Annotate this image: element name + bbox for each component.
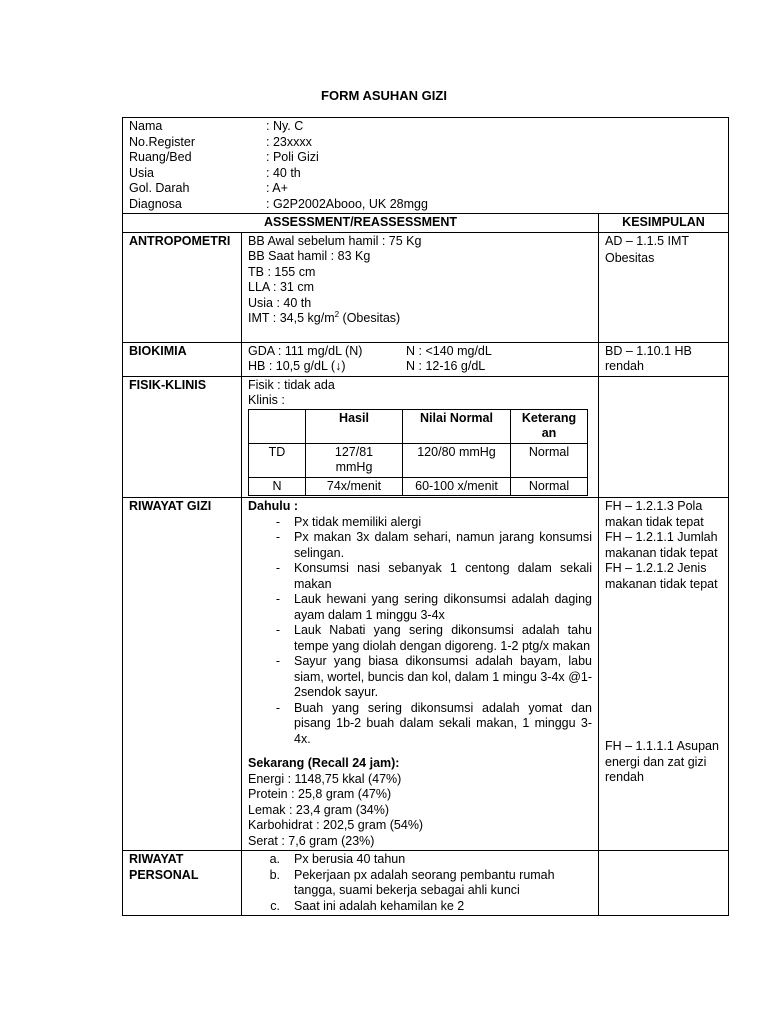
identity-row	[123, 118, 729, 214]
biokimia-label: BIOKIMIA	[123, 342, 242, 376]
dash-marker: -	[275, 561, 280, 575]
identity-value: : G2P2002Abooo, UK 28mgg	[266, 196, 428, 211]
identity-key: Ruang/Bed	[129, 150, 192, 164]
fisik-line: Fisik : tidak ada	[248, 377, 335, 392]
biokimia-normal: N : 12-16 g/dL	[406, 359, 486, 373]
fisik-label: FISIK-KLINIS	[123, 376, 242, 498]
biokimia-result: GDA : 111 mg/dL (N)	[248, 343, 363, 358]
imt-suffix: (Obesitas)	[339, 311, 401, 325]
personal-item	[248, 868, 592, 899]
identity-row-item	[129, 166, 722, 182]
personal-item-text: Saat ini adalah kehamilan ke 2	[294, 898, 465, 913]
kesimpulan-line: Obesitas	[605, 251, 655, 265]
sekarang-item: Lemak : 23,4 gram (34%)	[248, 802, 390, 817]
dahulu-item	[248, 515, 592, 531]
personal-item-text: Px berusia 40 tahun	[294, 852, 406, 866]
biokimia-result: HB : 10,5 g/dL (↓)	[248, 359, 346, 373]
personal-item-marker: b.	[269, 867, 280, 882]
klinis-cell: 60-100 x/menit	[403, 477, 511, 496]
riwayat-personal-row	[123, 851, 729, 916]
sekarang-label: Sekarang (Recall 24 jam):	[248, 756, 400, 770]
antropometri-line: BB Saat hamil : 83 Kg	[248, 249, 371, 263]
klinis-cell: 120/80 mmHg	[403, 443, 511, 477]
personal-item	[248, 899, 592, 915]
dahulu-item	[248, 561, 592, 592]
biokimia-line	[248, 359, 592, 375]
antropometri-line: LLA : 31 cm	[248, 280, 315, 294]
identity-value: : A+	[266, 181, 288, 195]
kesimpulan-line: AD – 1.1.5 IMT	[605, 233, 690, 248]
personal-item	[248, 852, 592, 868]
identity-value: : Poli Gizi	[266, 150, 319, 164]
biokimia-row	[123, 342, 729, 376]
dahulu-label: Dahulu :	[248, 499, 298, 513]
identity-key: Diagnosa	[129, 196, 182, 211]
identity-row-item	[129, 119, 722, 135]
riwayat-gizi-row	[123, 498, 729, 851]
riwayat-gizi-values	[242, 498, 599, 851]
dahulu-item-text: Lauk Nabati yang sering dikonsumsi adalah tahu tempe yang diolah dengan digoreng. 1-2 ptg/x makan	[294, 623, 592, 653]
biokimia-line	[248, 344, 592, 360]
kesimpulan-fh-top: FH – 1.2.1.3 Pola makan tidak tepat FH – 1.2.1.1 Jumlah makanan tidak tepat FH – 1.2.1.2 Jenis makanan tidak tepat	[605, 499, 718, 591]
dahulu-item	[248, 701, 592, 748]
klinis-row	[249, 443, 588, 477]
sekarang-item: Protein : 25,8 gram (47%)	[248, 787, 392, 801]
klinis-header-cell	[249, 409, 306, 443]
antropometri-kesimpulan	[599, 232, 729, 342]
antropometri-label: ANTROPOMETRI	[123, 232, 242, 342]
antropometri-line: BB Awal sebelum hamil : 75 Kg	[248, 233, 422, 248]
dash-marker: -	[275, 514, 280, 529]
riwayat-personal-label: RIWAYAT PERSONAL	[123, 851, 242, 916]
biokimia-values	[242, 342, 599, 376]
antropometri-values	[242, 232, 599, 342]
fisik-row	[123, 376, 729, 498]
identity-list	[129, 119, 722, 212]
fisik-values	[242, 376, 599, 498]
dahulu-item	[248, 654, 592, 701]
klinis-header-cell: Hasil	[306, 409, 403, 443]
dahulu-item	[248, 623, 592, 654]
antropometri-line: Usia : 40 th	[248, 295, 312, 310]
imt-sup: 2	[334, 309, 340, 319]
identity-row-item	[129, 197, 722, 213]
personal-item-text: Pekerjaan px adalah seorang pembantu rumah tangga, suami bekerja sebagai ahli kunci	[294, 867, 555, 897]
sekarang-list	[248, 772, 592, 850]
dash-marker: -	[275, 530, 280, 544]
riwayat-personal-values	[242, 851, 599, 916]
identity-value: : Ny. C	[266, 119, 304, 133]
klinis-cell: N	[249, 477, 306, 496]
dash-marker: -	[275, 623, 280, 637]
sekarang-item: Energi : 1148,75 kkal (47%)	[248, 771, 402, 786]
dash-marker: -	[275, 654, 280, 668]
klinis-header-cell: Keterangan	[511, 409, 588, 443]
dahulu-item-text: Konsumsi nasi sebanyak 1 centong dalam sekali makan	[294, 561, 592, 591]
form-title: FORM ASUHAN GIZI	[321, 88, 447, 103]
dahulu-item	[248, 530, 592, 561]
biokimia-normal: N : <140 mg/dL	[406, 343, 492, 358]
klinis-header-cell: Nilai Normal	[403, 409, 511, 443]
klinis-cell: 74x/menit	[306, 477, 403, 496]
riwayat-gizi-kesimpulan	[599, 498, 729, 851]
klinis-cell: TD	[249, 443, 306, 477]
klinis-header-row	[249, 409, 588, 443]
klinis-cell: Normal	[511, 477, 588, 496]
kesimpulan-fh-bottom: FH – 1.1.1.1 Asupan energi dan zat gizi rendah	[605, 739, 719, 784]
assessment-form-table	[122, 117, 729, 916]
dahulu-list	[248, 515, 592, 748]
sekarang-item: Serat : 7,6 gram (23%)	[248, 833, 375, 848]
riwayat-personal-kesimpulan	[599, 851, 729, 916]
identity-row-item	[129, 150, 722, 166]
header-row	[123, 214, 729, 233]
antropometri-row	[123, 232, 729, 342]
sekarang-item: Karbohidrat : 202,5 gram (54%)	[248, 818, 424, 832]
identity-value: : 23xxxx	[266, 134, 312, 149]
dash-marker: -	[275, 700, 280, 715]
dahulu-item-text: Buah yang sering dikonsumsi adalah yomat dan pisang 1b-2 buah dalam sekali makan, 1 minggu 3-4x.	[294, 700, 592, 746]
klinis-table	[248, 409, 588, 497]
dahulu-item	[248, 592, 592, 623]
antropometri-line: TB : 155 cm	[248, 264, 316, 279]
klinis-cell: Normal	[511, 443, 588, 477]
imt-line	[248, 311, 592, 327]
identity-key: Nama	[129, 119, 163, 133]
imt-prefix: IMT : 34,5 kg/m	[248, 311, 335, 325]
klinis-cell: 127/81 mmHg	[306, 443, 403, 477]
dahulu-item-text: Sayur yang biasa dikonsumsi adalah bayam, labu siam, wortel, buncis dan kol, dalam 1 mingu 3-4x @1-2sendok sayur.	[294, 654, 592, 699]
identity-row-item	[129, 181, 722, 197]
identity-key: Usia	[129, 165, 155, 180]
identity-row-item	[129, 135, 722, 151]
identity-key: Gol. Darah	[129, 181, 190, 195]
dahulu-item-text: Px tidak memiliki alergi	[294, 514, 422, 529]
identity-value: : 40 th	[266, 165, 301, 180]
identity-key: No.Register	[129, 134, 195, 149]
klinis-row	[249, 477, 588, 496]
kesimpulan-header: KESIMPULAN	[599, 214, 729, 233]
personal-list	[248, 852, 592, 914]
dash-marker: -	[275, 592, 280, 606]
identity-cell	[123, 118, 729, 214]
fisik-kesimpulan	[599, 376, 729, 498]
biokimia-kesimpulan: BD – 1.10.1 HB rendah	[599, 342, 729, 376]
klinis-line: Klinis :	[248, 393, 285, 407]
dahulu-item-text: Lauk hewani yang sering dikonsumsi adalah daging ayam dalam 1 minggu 3-4x	[294, 592, 592, 622]
dahulu-item-text: Px makan 3x dalam sehari, namun jarang konsumsi selingan.	[294, 530, 592, 560]
personal-item-marker: a.	[269, 852, 280, 866]
assessment-header: ASSESSMENT/REASSESSMENT	[123, 214, 599, 233]
riwayat-gizi-label: RIWAYAT GIZI	[123, 498, 242, 851]
personal-item-marker: c.	[270, 898, 280, 913]
